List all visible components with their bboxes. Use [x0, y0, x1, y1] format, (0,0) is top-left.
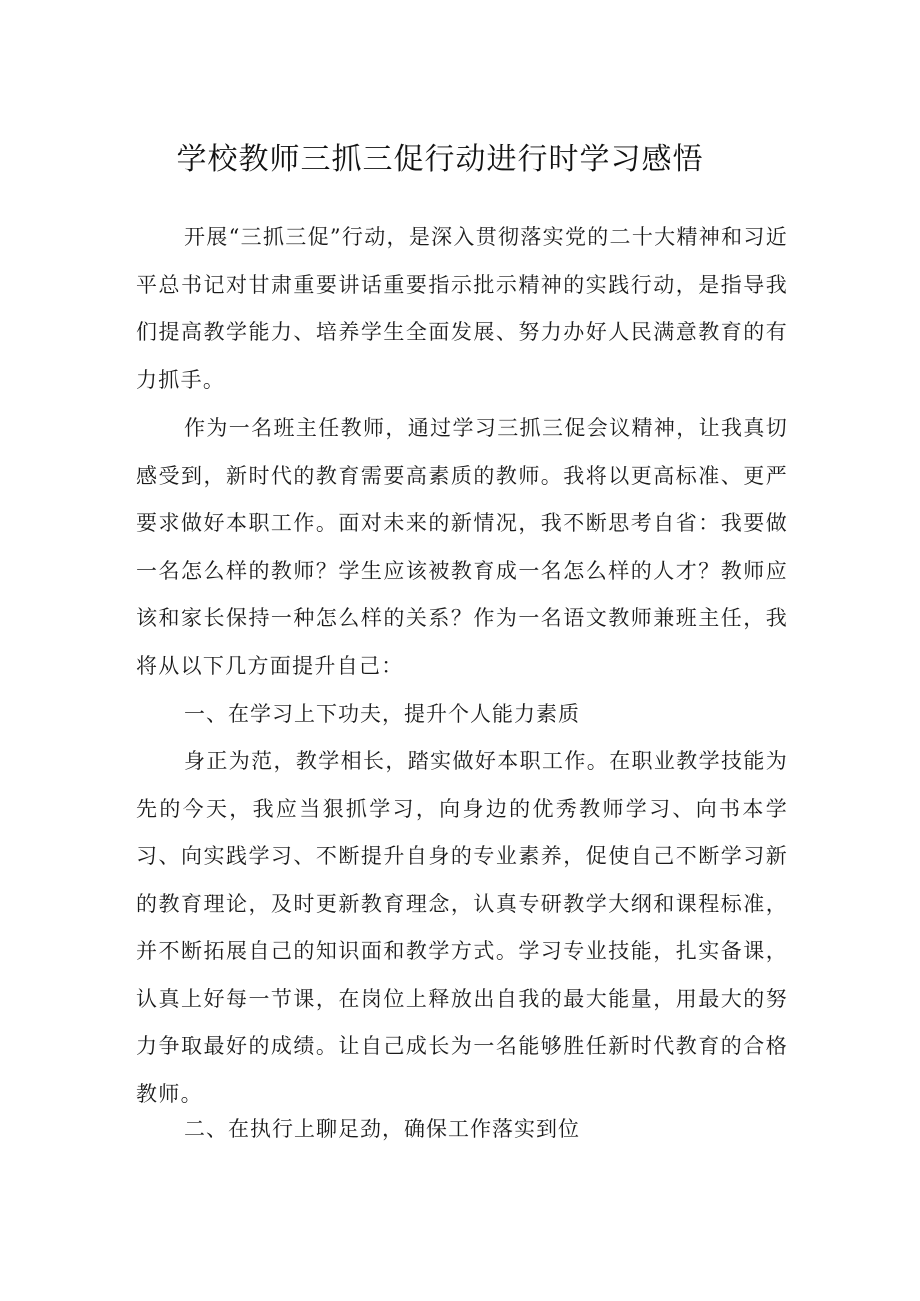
section-heading-text: 一、在学习上下功夫，提升个人能力素质: [184, 702, 580, 726]
section-heading-1: [136, 691, 788, 739]
section-heading-text: 二、在执行上聊足劲，确保工作落实到位: [184, 1117, 580, 1141]
document-title: 学校教师三抓三促行动进行时学习感悟: [176, 142, 704, 177]
section-heading-2: [136, 1106, 788, 1154]
paragraph-text: 身正为范，教学相长，踏实做好本职工作。在职业教学技能为先的今天，我应当狠抓学习，向身边的优秀教师学习、向书本学习、向实践学习、不断提升自身的专业素养，促使自己不断学习新的教育理论，及时更新教育理念，认真专研教学大纲和课程标准，并不断拓展自己的知识面和教学方式。学习专业技能，扎实备课，认真上好每一节课，在岗位上释放出自我的最大能量，用最大的努力争取最好的成绩。让自己成长为一名能够胜任新时代教育的合格教师。: [136, 749, 788, 1106]
paragraph-intro: [136, 214, 788, 404]
paragraph-text: 作为一名班主任教师，通过学习三抓三促会议精神，让我真切感受到，新时代的教育需要高素质的教师。我将以更高标准、更严要求做好本职工作。面对未来的新情况，我不断思考自省：我要做一名怎么样的教师？学生应该被教育成一名怎么样的人才？教师应该和家长保持一种怎么样的关系？作为一名语文教师兼班主任，我将从以下几方面提升自己：: [136, 416, 788, 678]
paragraph-reflection: [136, 405, 788, 690]
paragraph-text: 开展“三抓三促”行动，是深入贯彻落实党的二十大精神和习近平总书记对甘肃重要讲话重要指示批示精神的实践行动，是指导我们提高教学能力、培养学生全面发展、努力办好人民满意教育的有力抓手。: [136, 225, 788, 392]
paragraph-section-1: [136, 738, 788, 1118]
